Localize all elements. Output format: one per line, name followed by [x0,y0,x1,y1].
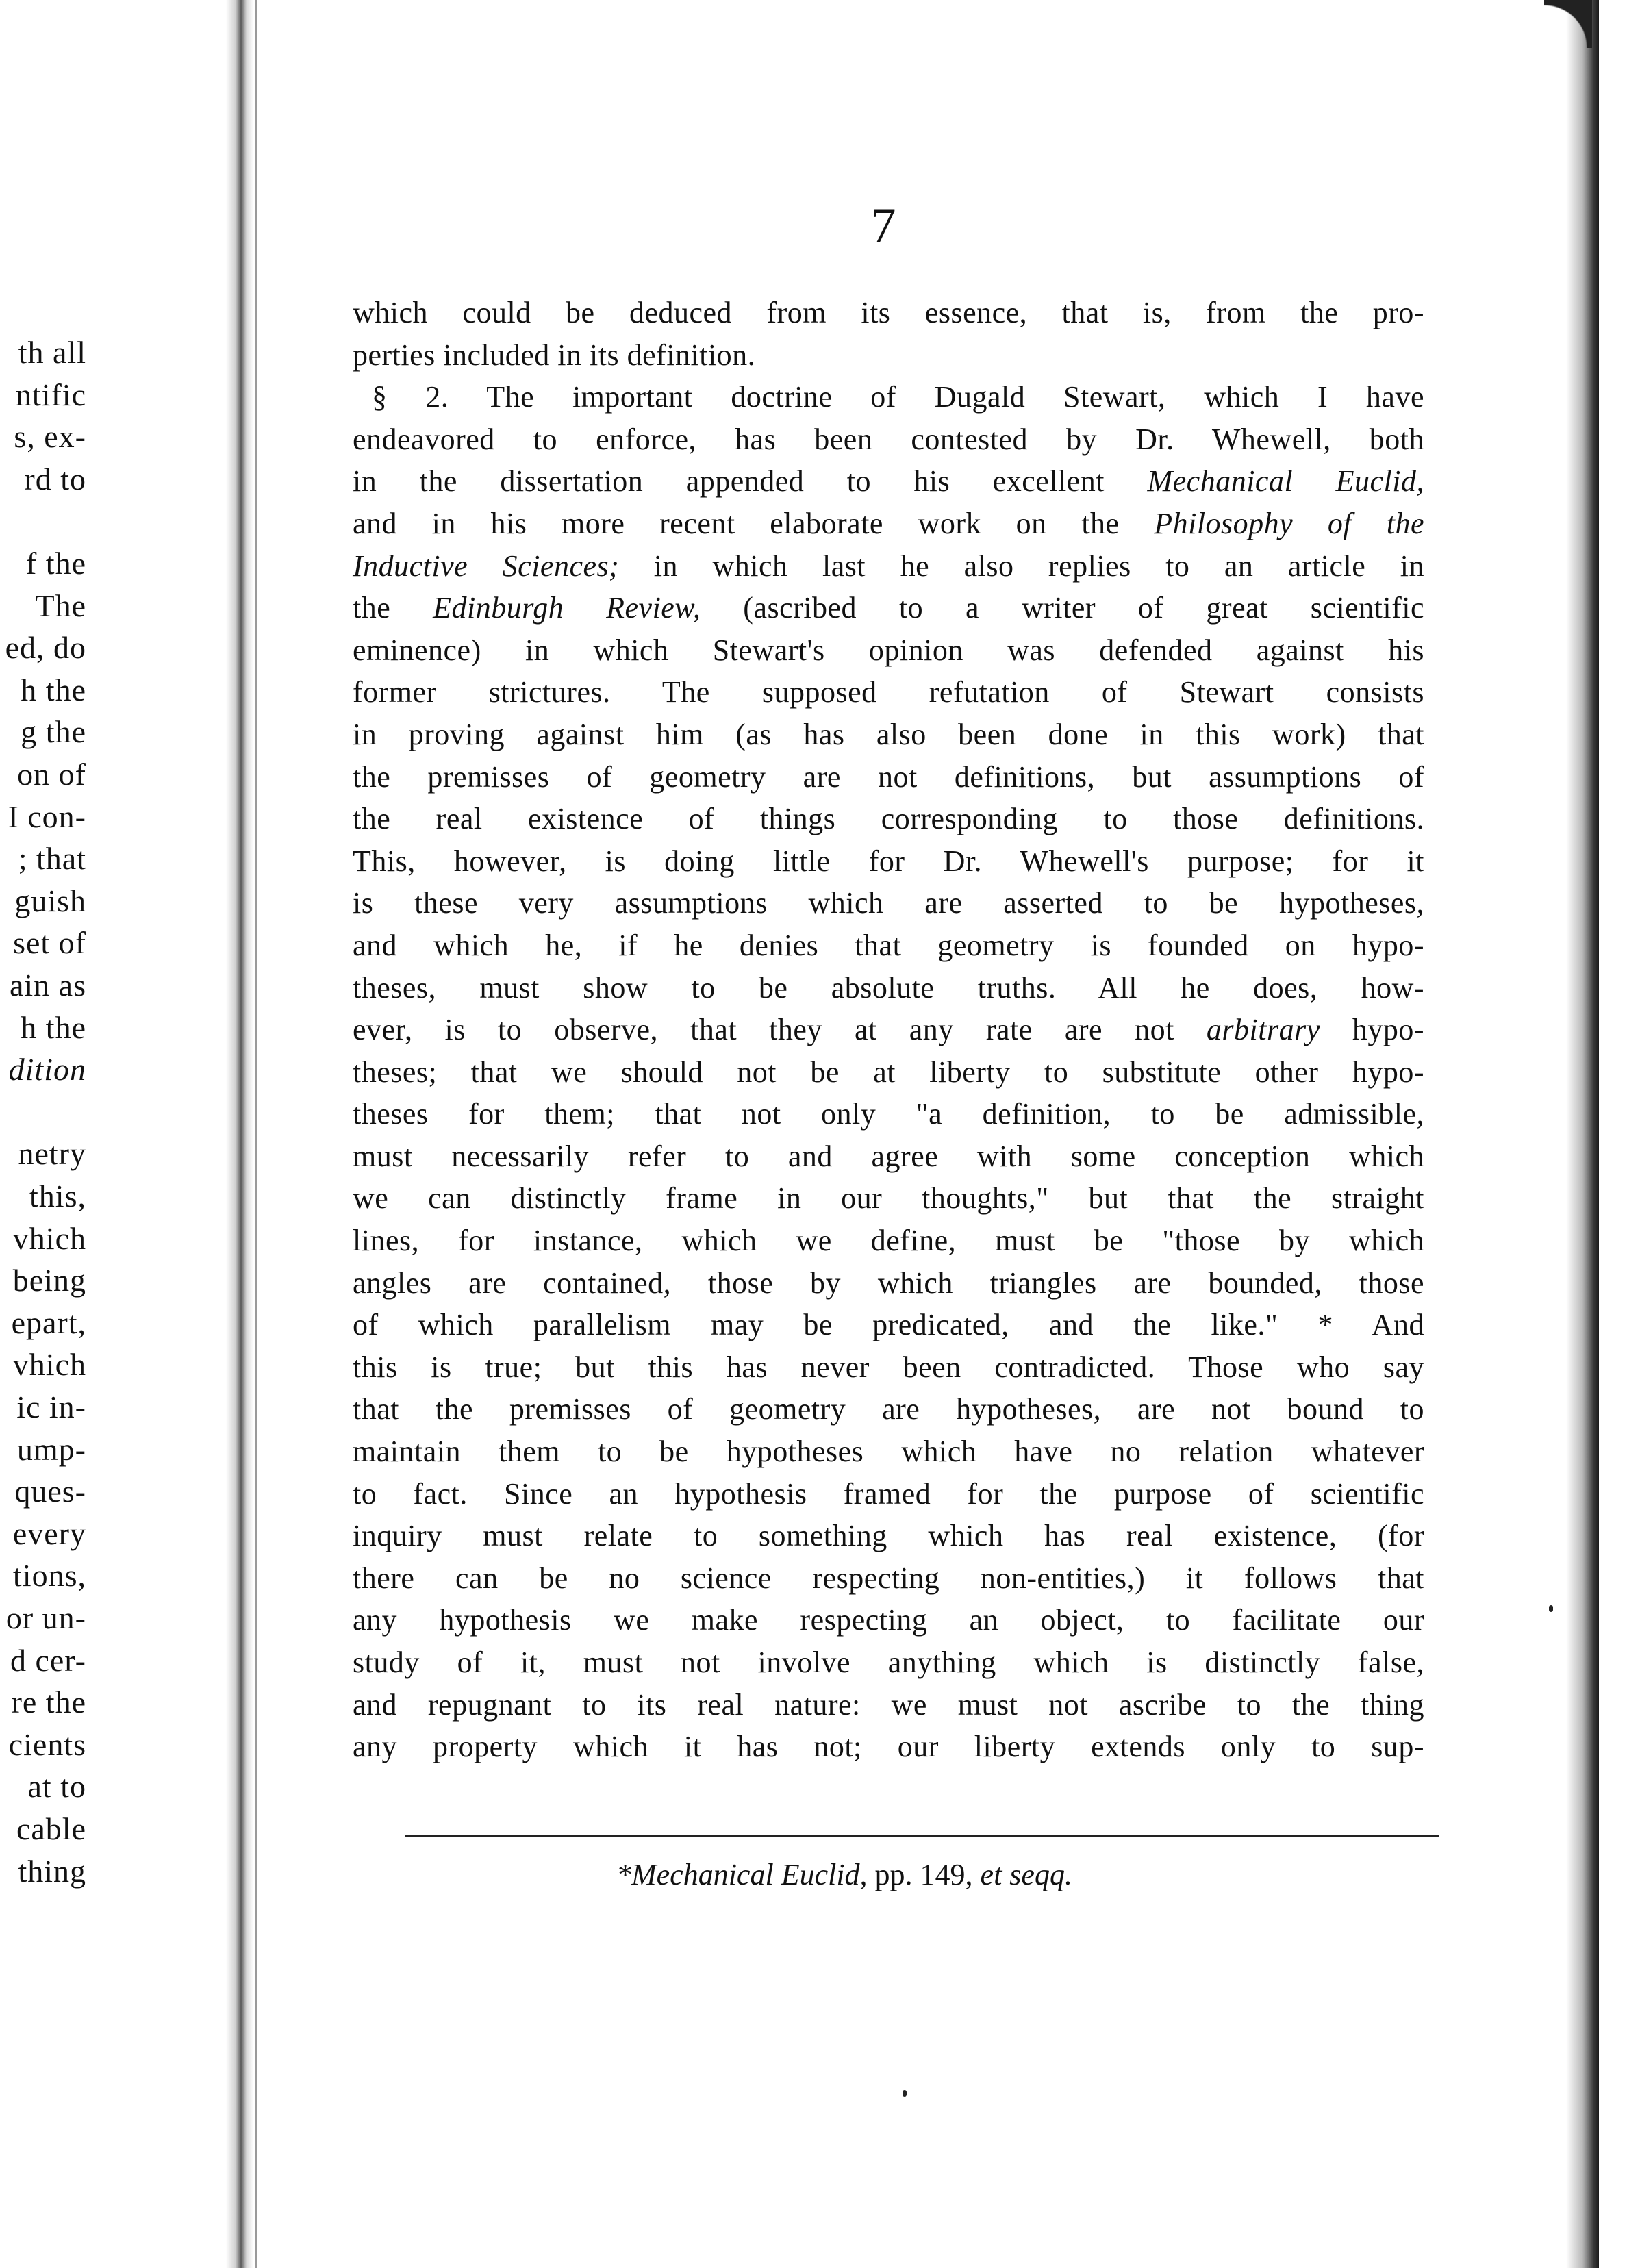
left-page-line: cable [16,1811,86,1846]
left-page-line: The [35,588,86,623]
left-page-line: d cer- [10,1642,86,1678]
text-line: maintain them to be hypotheses which have no relation whatever [353,1435,1424,1469]
text-run: and in his more recent elaborate work on the [353,506,1120,540]
body-text [353,292,1424,1768]
text-line [353,545,1424,588]
text-run: the [353,591,391,625]
left-page-line: tions, [13,1558,86,1593]
left-page-line: ques- [14,1474,86,1509]
left-page-line: every [12,1515,86,1551]
book-title: Mechanical Euclid, [1147,464,1425,499]
journal-title: Edinburgh Review, [433,591,701,625]
left-page-line: ed, do [5,630,86,666]
left-page-fragment [0,0,233,2268]
text-line: theses, must show to be absolute truths. All he does, how- [353,970,1424,1005]
book-title: Inductive Sciences; [353,549,620,583]
text-line: eminence) in which Stewart's opinion was defended against his [353,633,1424,667]
text-line: the real existence of things corresponding to those definitions. [353,802,1424,836]
text-line: inquiry must relate to something which has real existence, (for [353,1519,1424,1553]
left-page-line: being [12,1263,86,1298]
text-line: angles are contained, those by which triangles are bounded, those [353,1265,1424,1300]
text-line: theses for them; that not only "a definition, to be admissible, [353,1097,1424,1131]
left-page-line: cients [8,1726,86,1762]
text-line: theses; that we should not be at liberty to substitute other hypo- [353,1055,1424,1089]
left-page-line: guish [14,883,86,918]
book-title: Philosophy of the [1154,506,1424,540]
left-page-line: set of [13,925,86,961]
text-run: (ascribed to a writer of great scientific [743,591,1425,625]
text-line: former strictures. The supposed refutation of Stewart consists [353,675,1424,709]
text-line: that the premisses of geometry are hypotheses, are not bound to [353,1392,1424,1426]
text-line: perties included in its definition. [353,338,756,372]
text-line: we can distinctly frame in our thoughts," but that the straight [353,1181,1424,1215]
text-line [353,1009,1424,1051]
left-page-line: thing [18,1853,86,1889]
left-page-line: ntific [15,377,86,412]
text-line: is these very assumptions which are asserted to be hypotheses, [353,886,1424,920]
left-page-line: vhich [12,1347,86,1383]
footnote-rule [405,1835,1439,1837]
text-line: and which he, if he denies that geometry is founded on hypo- [353,928,1424,962]
text-line: any hypothesis we make respecting an object, to facilitate our [353,1603,1424,1637]
text-line: endeavored to enforce, has been contested by Dr. Whewell, both [353,422,1424,456]
left-page-line: or un- [5,1600,86,1635]
left-page-line: ; that [18,841,86,877]
left-page-line: re the [11,1685,86,1720]
text-line: this is true; but this has never been contradicted. Those who say [353,1350,1424,1384]
text-line [353,587,1424,629]
left-page-line: h the [21,1009,86,1045]
text-line: of which parallelism may be predicated, and the like." * And [353,1308,1424,1342]
text-line: the premisses of geometry are not definitions, but assumptions of [353,759,1424,794]
text-run: in the dissertation appended to his excellent [353,464,1105,499]
left-page-line: epart, [11,1305,86,1340]
page-edge-shadow [1544,0,1599,2268]
left-page-line: vhich [12,1220,86,1256]
text-line: there can be no science respecting non-entities,) it follows that [353,1561,1424,1595]
left-page-line: f the [25,546,86,581]
left-page-line: on of [17,757,86,792]
text-line: This, however, is doing little for Dr. Whewell's purpose; for it [353,844,1424,878]
book-gutter [226,0,253,2268]
text-line: which could be deduced from its essence, that is, from the pro- [353,296,1424,329]
text-run: in which last he also replies to an article in [653,549,1425,583]
text-line: to fact. Since an hypothesis framed for the purpose of scientific [353,1476,1424,1511]
left-page-line: dition [8,1052,86,1087]
text-line [353,460,1424,503]
left-page-text-column [0,0,86,2268]
left-page-line: ump- [16,1431,86,1467]
footnote [616,1854,1072,1895]
scan-speck [1549,1605,1553,1612]
section-start-line: § 2. The important doctrine of Dugald Stewart, which I have [372,380,1424,414]
text-run: hypo- [1352,1013,1424,1047]
footnote-title: *Mechanical Euclid, [616,1858,868,1891]
text-line: study of it, must not involve anything which is distinctly false, [353,1646,1424,1679]
left-page-line: ain as [9,968,86,1003]
text-line [353,503,1424,545]
text-line: lines, for instance, which we define, must be "those by which [353,1224,1424,1258]
page-corner [1544,0,1592,48]
left-page-line: th all [18,335,86,370]
left-page-line: g the [21,714,86,750]
text-line: in proving against him (as has also been done in this work) that [353,717,1424,751]
page-number: 7 [870,198,896,254]
left-page-line: ic in- [16,1389,86,1424]
left-page-line: h the [21,672,86,707]
left-page-line: s, ex- [14,419,86,455]
left-page-line: rd to [24,461,86,496]
text-run: ever, is to observe, that they at any rate are not [353,1013,1174,1047]
left-page-line: this, [29,1179,86,1213]
scan-speck [903,2090,907,2097]
footnote-seqq: et seqq. [980,1858,1072,1891]
text-line: any property which it has not; our liberty extends only to sup- [353,1730,1424,1764]
emphasis: arbitrary [1206,1013,1320,1047]
footnote-pages: pp. 149, [874,1858,973,1891]
left-page-line: netry [18,1136,86,1172]
left-page-line: at to [27,1769,86,1804]
text-line: must necessarily refer to and agree with some conception which [353,1139,1424,1173]
text-line: and repugnant to its real nature: we must not ascribe to the thing [353,1687,1424,1722]
left-page-line: I con- [8,798,86,834]
